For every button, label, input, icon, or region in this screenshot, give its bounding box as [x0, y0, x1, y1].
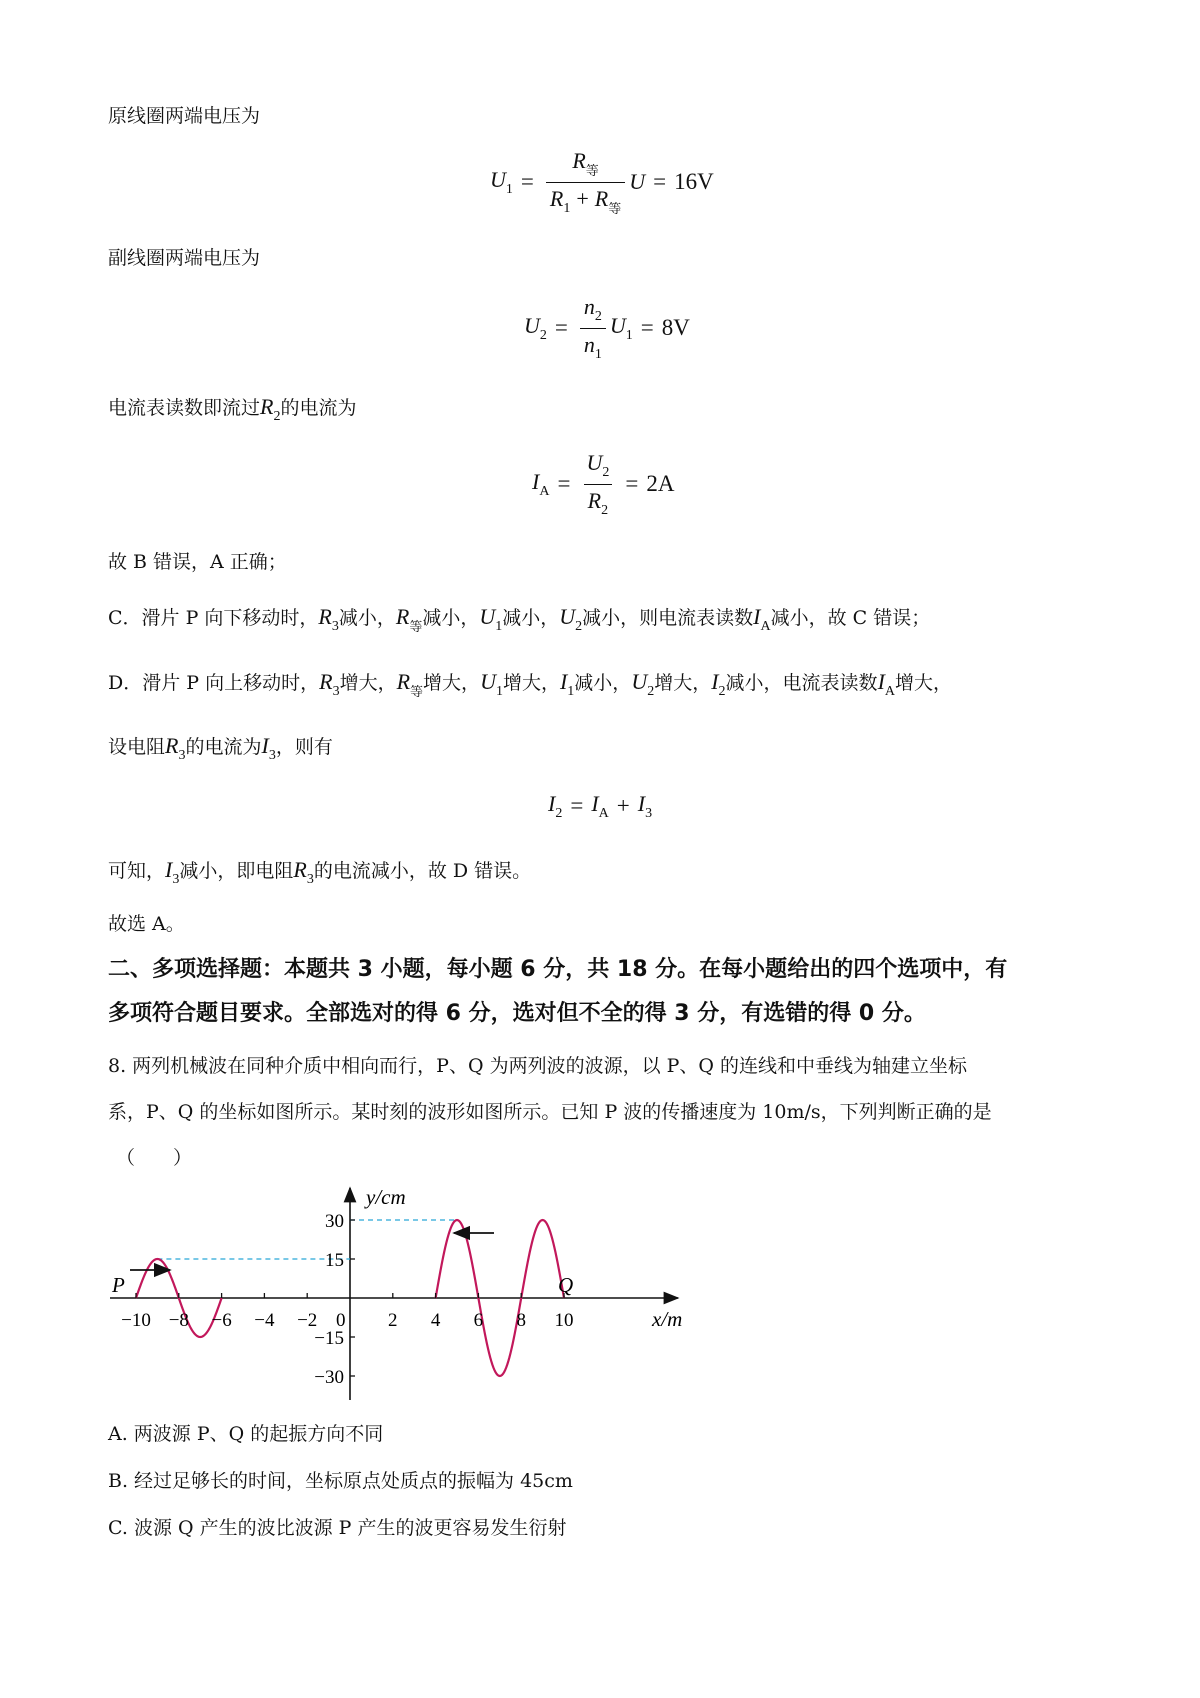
x-tick-label: 0 — [336, 1310, 346, 1331]
point-p-label: P — [112, 1273, 125, 1297]
question-8-line1: 8. 两列机械波在同种介质中相向而行，P、Q 为两列波的波源，以 P、Q 的连线和中垂线为轴建立坐标 — [108, 1055, 968, 1077]
ammeter-intro: 电流表读数即流过$R_2$的电流为 — [108, 394, 357, 424]
x-tick-label: −10 — [121, 1310, 151, 1331]
option-c: C. 波源 Q 产生的波比波源 P 产生的波更容易发生衍射 — [108, 1517, 567, 1539]
x-tick-label: 10 — [554, 1310, 574, 1331]
y-tick-label: 30 — [325, 1211, 344, 1232]
answer-line: 故选 A。 — [108, 913, 185, 935]
y-tick-label: 15 — [325, 1250, 344, 1271]
option-c-analysis: C．滑片 P 向下移动时，$R_3$减小，$R_等$减小，$U_1$减小，$U_2$减小，则电流表读数$I_A$减小，故 C 错误； — [108, 604, 931, 635]
x-axis-label: x/m — [652, 1307, 683, 1331]
equation-ammeter-current: $I_A$ = $\frac{U_2}{R_2}$ = 2A — [532, 449, 675, 518]
question-8-line2: 系，P、Q 的坐标如图所示。某时刻的波形如图所示。已知 P 波的传播速度为 10m/s，下列判断正确的是 — [108, 1101, 992, 1123]
equation-secondary-voltage: $U_2$ = $\frac{n_2}{n_1}$ $U_1$ = 8V — [524, 293, 690, 362]
secondary-voltage-intro: 副线圈两端电压为 — [108, 247, 261, 269]
x-tick-label: 6 — [473, 1310, 484, 1331]
section-heading-line1: 二、多项选择题：本题共 3 小题，每小题 6 分，共 18 分。在每小题给出的四个选项中，有 — [108, 957, 1008, 982]
option-d-analysis: D．滑片 P 向上移动时，$R_3$增大，$R_等$增大，$U_1$增大，$I_1$减小，$U_2$增大，$I_2$减小，电流表读数$I_A$增大， — [108, 669, 953, 700]
x-tick-label: −4 — [254, 1310, 275, 1331]
x-tick-label: −6 — [211, 1310, 232, 1331]
wave-figure — [100, 1178, 700, 1418]
knowable-conclusion: 可知，$I_3$减小，即电阻$R_3$的电流减小，故 D 错误。 — [108, 857, 532, 887]
x-tick-label: −8 — [168, 1310, 189, 1331]
section-heading-line2: 多项符合题目要求。全部选对的得 6 分，选对但不全的得 3 分，有选错的得 0 分。 — [108, 1001, 926, 1026]
y-tick-label: −30 — [314, 1367, 344, 1388]
conclusion-b-a: 故 B 错误，A 正确； — [108, 551, 287, 573]
point-q-label: Q — [558, 1273, 574, 1297]
question-8-answer-paren: （ ） — [116, 1147, 193, 1169]
y-axis-label: y/cm — [366, 1185, 406, 1209]
x-tick-label: −2 — [297, 1310, 318, 1331]
option-a: A. 两波源 P、Q 的起振方向不同 — [108, 1423, 384, 1445]
option-d-continuation: 设电阻$R_3$的电流为$I_3$，则有 — [108, 733, 333, 763]
equation-primary-voltage: $U_1$ = $\frac{R_等}{R_1 + R_等}$ U = 16V — [490, 147, 714, 217]
x-tick-label: 4 — [430, 1310, 441, 1331]
primary-voltage-intro: 原线圈两端电压为 — [108, 105, 261, 127]
y-tick-label: −15 — [314, 1328, 344, 1349]
x-tick-label: 2 — [388, 1310, 398, 1331]
option-b: B. 经过足够长的时间，坐标原点处质点的振幅为 45cm — [108, 1470, 573, 1492]
equation-current-sum: $I_2$ = $I_A$ + $I_3$ — [548, 790, 653, 821]
x-tick-label: 8 — [516, 1310, 526, 1331]
